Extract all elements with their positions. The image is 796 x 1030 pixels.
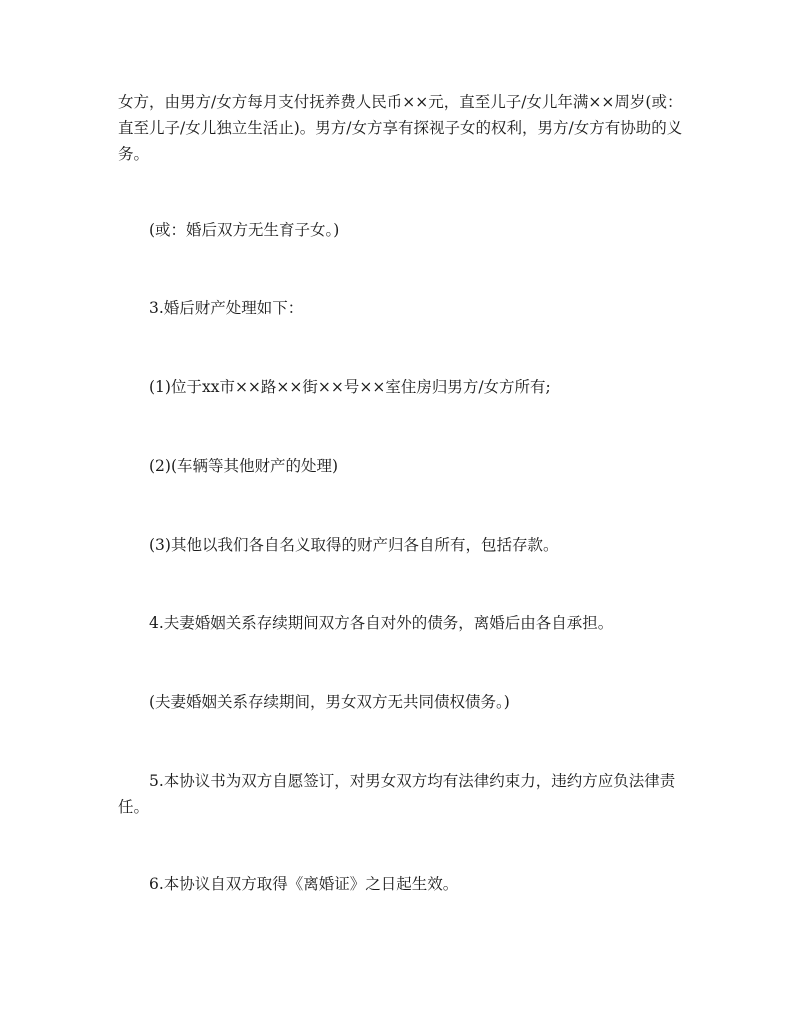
paragraph-child-support: 女方，由男方/女方每月支付抚养费人民币××元，直至儿子/女儿年满××周岁(或：直至儿子/女儿独立生活止)。男方/女方享有探视子女的权利，男方/女方有协助的义务。 <box>118 93 683 163</box>
paragraph-property-other: (3)其他以我们各自名义取得的财产归各自所有，包括存款。 <box>149 536 559 554</box>
paragraph-debts: 4.夫妻婚姻关系存续期间双方各自对外的债务，离婚后由各自承担。 <box>149 614 614 632</box>
paragraph-no-children: (或：婚后双方无生育子女。) <box>149 221 340 239</box>
paragraph-no-joint-debts: (夫妻婚姻关系存续期间，男女双方无共同债权债务。) <box>149 693 510 711</box>
paragraph-effective-date: 6.本协议自双方取得《离婚证》之日起生效。 <box>149 875 459 893</box>
paragraph-property-housing: (1)位于xx市××路××街××号××室住房归男方/女方所有; <box>149 378 551 396</box>
paragraph-property-vehicles: (2)(车辆等其他财产的处理) <box>149 457 339 475</box>
paragraph-property-heading: 3.婚后财产处理如下： <box>149 299 304 317</box>
paragraph-binding-agreement: 5.本协议书为双方自愿签订，对男女双方均有法律约束力，违约方应负法律责任。 <box>118 772 676 816</box>
